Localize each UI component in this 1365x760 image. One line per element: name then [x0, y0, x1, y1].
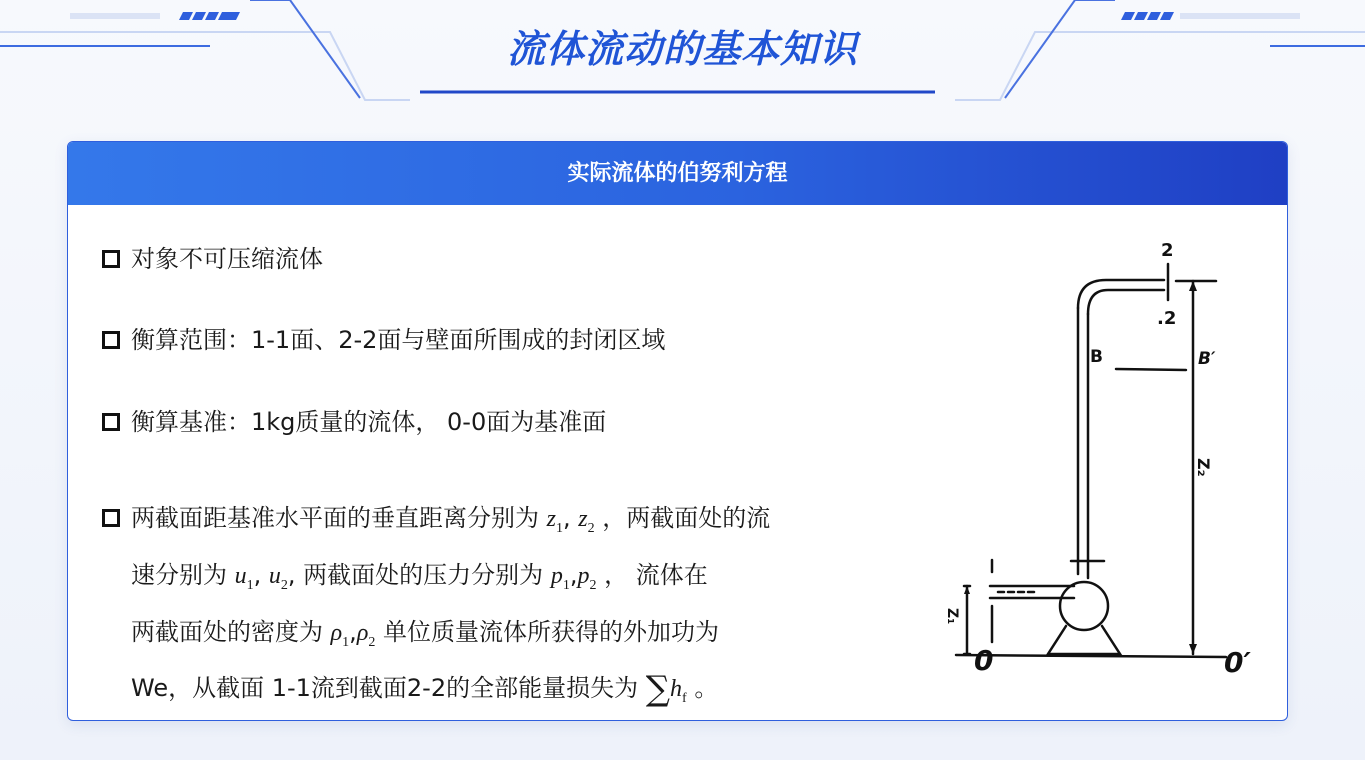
label-0: 0: [974, 644, 994, 677]
bullet-balance-basis: [102, 399, 862, 445]
bullet-square-icon: [102, 509, 120, 527]
bullet-text: 衡算范围：1-1面、2-2面与壁面所围成的封闭区域: [131, 326, 666, 354]
math-hf: $h_f$: [670, 676, 687, 707]
bullet-text: 对象不可压缩流体: [131, 245, 323, 273]
label-z1: Z₁: [944, 608, 960, 625]
bullet-text: 衡算基准：1kg质量的流体， 0-0面为基准面: [131, 408, 607, 436]
bullet-object: [102, 236, 862, 282]
page-title: 流体流动的基本知识: [506, 27, 858, 71]
bullet-text: 两截面距基准水平面的垂直距离分别为 $z_1$, $z_2$ ，两截面处的流 速分别为 $u_1$, $u_2$, 两截面处的压力分别为 $p_1,p_2$ ， 流体在 两截面处的密度为 $\rho_1,\rho_2$ 单位质量流体所获得的外加功为 We，从截面 1-1流到截面2-2的全部能量损失为 $\sum h_f$ 。: [131, 504, 771, 710]
label-z2: Z₂: [1194, 458, 1213, 477]
math-u2: $u_2$: [268, 562, 288, 593]
bullet-square-icon: [102, 413, 120, 431]
bullet-square-icon: [102, 250, 120, 268]
card-header: 实际流体的伯努利方程: [68, 142, 1287, 205]
bullet-square-icon: [102, 331, 120, 349]
label-2-top: 2: [1161, 240, 1174, 261]
pump-pipe-diagram: [906, 234, 1266, 694]
math-rho1: $\rho_1$: [330, 619, 350, 650]
math-u1: $u_1$: [234, 562, 254, 593]
label-B-prime: B′: [1198, 349, 1216, 369]
bullet-sections: [102, 495, 862, 721]
content-card: [67, 141, 1288, 721]
sigma-symbol: ∑: [645, 669, 671, 710]
label-2-bottom: .2: [1157, 308, 1177, 329]
math-z1: $z_1$: [546, 506, 563, 536]
bullet-balance-range: [102, 317, 862, 363]
label-B: B: [1090, 347, 1103, 367]
math-z2: $z_2$: [578, 506, 595, 536]
math-p2: $p_2$: [577, 562, 597, 593]
label-0-prime: 0′: [1224, 646, 1251, 679]
math-rho2: $\rho_2$: [356, 619, 376, 650]
math-p1: $p_1$: [550, 562, 570, 593]
